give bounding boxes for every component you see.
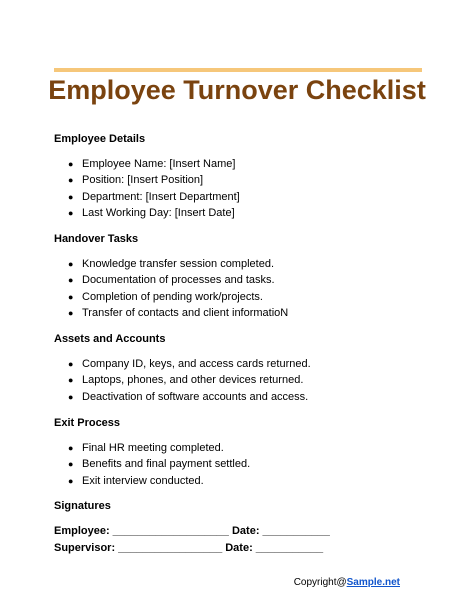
section-heading-signatures: Signatures	[54, 500, 111, 512]
list-item: ● Final HR meeting completed.	[68, 442, 224, 454]
bullet-icon: ●	[68, 443, 74, 453]
bullet-icon: ●	[68, 207, 74, 218]
handover-tasks-list	[68, 257, 288, 322]
bullet-icon: ●	[68, 159, 74, 169]
section-heading-handover-tasks: Handover Tasks	[54, 233, 139, 245]
list-item: ● Last Working Day: [Insert Date]	[68, 206, 235, 219]
bullet-icon: ●	[68, 307, 74, 318]
document-title: Employee Turnover Checklist	[48, 75, 426, 105]
section-heading-employee-details: Employee Details	[54, 133, 146, 145]
bullet-icon: ●	[68, 191, 74, 202]
title-accent-rule	[54, 68, 422, 72]
footer-copyright	[294, 577, 400, 589]
exit-process-list	[68, 441, 250, 490]
bullet-icon: ●	[68, 375, 74, 386]
list-item: ● Documentation of processes and tasks.	[68, 274, 275, 287]
assets-accounts-list	[68, 357, 311, 406]
bullet-icon: ●	[68, 259, 74, 269]
bullet-icon: ●	[68, 459, 74, 470]
employee-details-list	[68, 157, 240, 222]
bullet-icon: ●	[68, 275, 74, 286]
list-item: ● Transfer of contacts and client informatioN	[68, 306, 289, 319]
list-item: ● Laptops, phones, and other devices returned.	[68, 374, 304, 387]
list-item: ● Department: [Insert Department]	[68, 190, 240, 203]
bullet-icon: ●	[68, 359, 74, 369]
list-item: ● Benefits and final payment settled.	[68, 458, 251, 471]
supervisor-signature-line: Supervisor: _________________ Date: ___________	[54, 542, 324, 554]
list-item: ● Position: [Insert Position]	[68, 174, 204, 187]
bullet-icon: ●	[68, 291, 74, 302]
section-heading-exit-process: Exit Process	[54, 417, 121, 429]
list-item: ● Company ID, keys, and access cards returned.	[68, 358, 311, 370]
bullet-icon: ●	[68, 391, 74, 402]
list-item: ● Exit interview conducted.	[68, 474, 204, 487]
bullet-icon: ●	[68, 475, 74, 486]
footer-link[interactable]: Sample.net	[346, 577, 400, 588]
list-item: ● Deactivation of software accounts and access.	[68, 390, 309, 403]
list-item: ● Completion of pending work/projects.	[68, 290, 263, 303]
footer-prefix: Copyright@	[293, 577, 347, 588]
section-heading-assets-accounts: Assets and Accounts	[54, 333, 166, 345]
list-item: ● Knowledge transfer session completed.	[68, 258, 274, 270]
employee-signature-line: Employee: ___________________ Date: ___________	[54, 525, 330, 537]
list-item: ● Employee Name: [Insert Name]	[68, 158, 236, 170]
bullet-icon: ●	[68, 175, 74, 186]
